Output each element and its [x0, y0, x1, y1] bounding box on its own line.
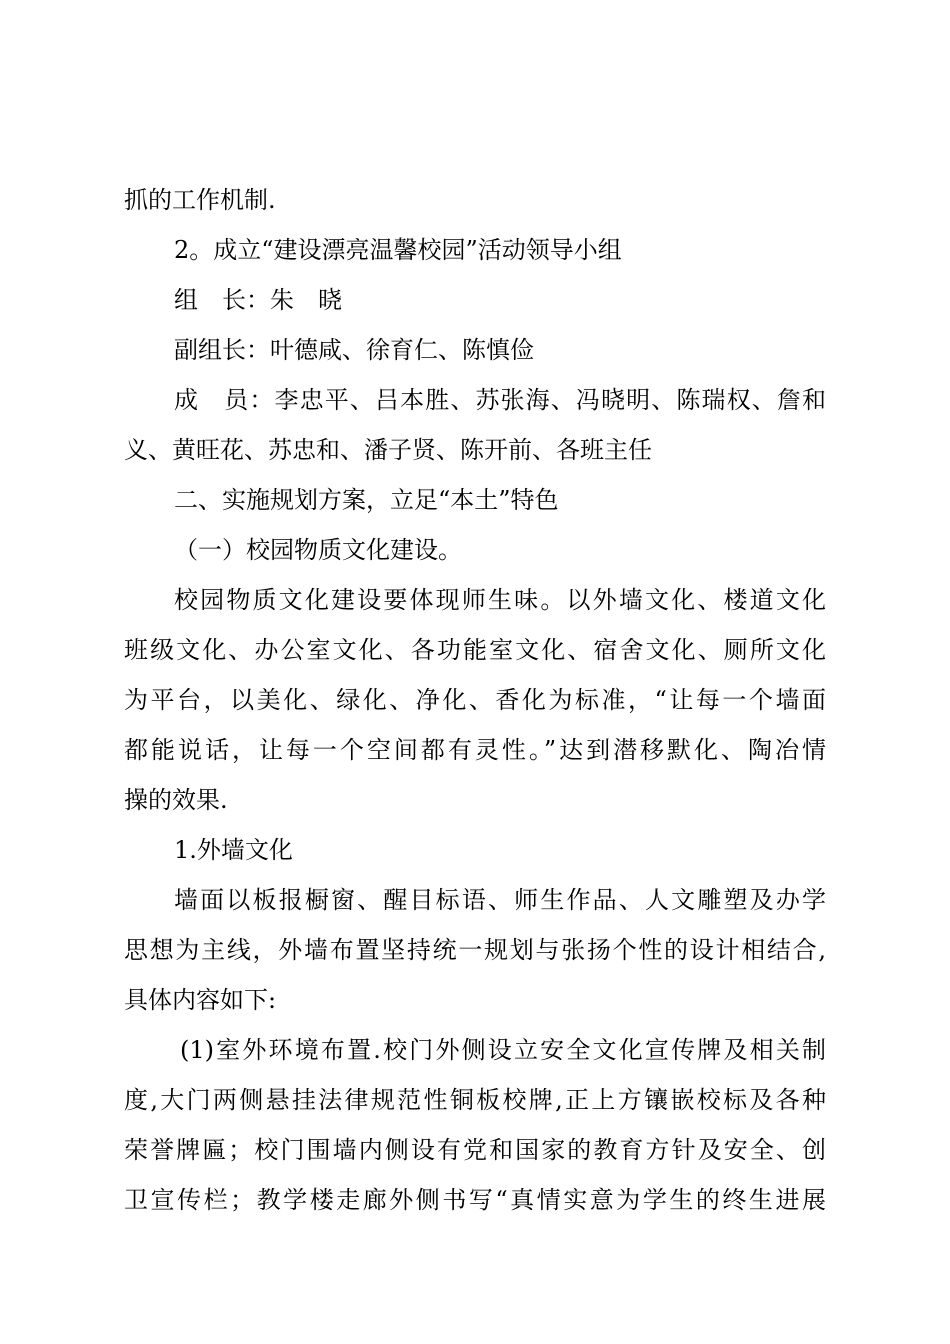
text-line-20: 荣誉牌匾；校门围墙内侧设有党和国家的教育方针及安全、创 — [124, 1136, 826, 1164]
text-line-14: 1.外墙文化 — [174, 836, 293, 864]
text-line-18: (1)室外环境布置.校门外侧设立安全文化宣传牌及相关制 — [180, 1036, 826, 1064]
text-line-8: （一）校园物质文化建设。 — [174, 536, 462, 564]
text-line-13: 操的效果. — [124, 786, 228, 814]
text-line-9: 校园物质文化建设要体现师生味。以外墙文化、楼道文化 — [174, 586, 826, 614]
text-line-11: 为平台，以美化、绿化、净化、香化为标准，“让每一个墙面 — [124, 686, 826, 714]
text-line-16: 思想为主线，外墙布置坚持统一规划与张扬个性的设计相结合, — [124, 936, 826, 964]
text-line-6: 义、黄旺花、苏忠和、潘子贤、陈开前、各班主任 — [124, 436, 652, 464]
text-line-17: 具体内容如下: — [124, 986, 277, 1014]
text-line-15: 墙面以板报橱窗、醒目标语、师生作品、人文雕塑及办学 — [174, 886, 826, 914]
text-line-19: 度,大门两侧悬挂法律规范性铜板校牌,正上方镶嵌校标及各种 — [124, 1086, 826, 1114]
text-line-12: 都能说话，让每一个空间都有灵性。”达到潜移默化、陶冶情 — [124, 736, 826, 764]
text-line-10: 班级文化、办公室文化、各功能室文化、宿舍文化、厕所文化 — [124, 636, 826, 664]
text-line-2: 2。成立“建设漂亮温馨校园”活动领导小组 — [174, 236, 622, 264]
text-line-4: 副组长：叶德咸、徐育仁、陈慎俭 — [174, 336, 534, 364]
text-line-5: 成 员：李忠平、吕本胜、苏张海、冯晓明、陈瑞权、詹和 — [174, 386, 826, 414]
text-line-1: 抓的工作机制. — [124, 186, 276, 214]
text-line-21: 卫宣传栏；教学楼走廊外侧书写“真情实意为学生的终生进展 — [124, 1186, 826, 1214]
text-line-7: 二、实施规划方案，立足“本土”特色 — [174, 486, 559, 514]
text-line-3: 组 长：朱 晓 — [174, 286, 342, 314]
